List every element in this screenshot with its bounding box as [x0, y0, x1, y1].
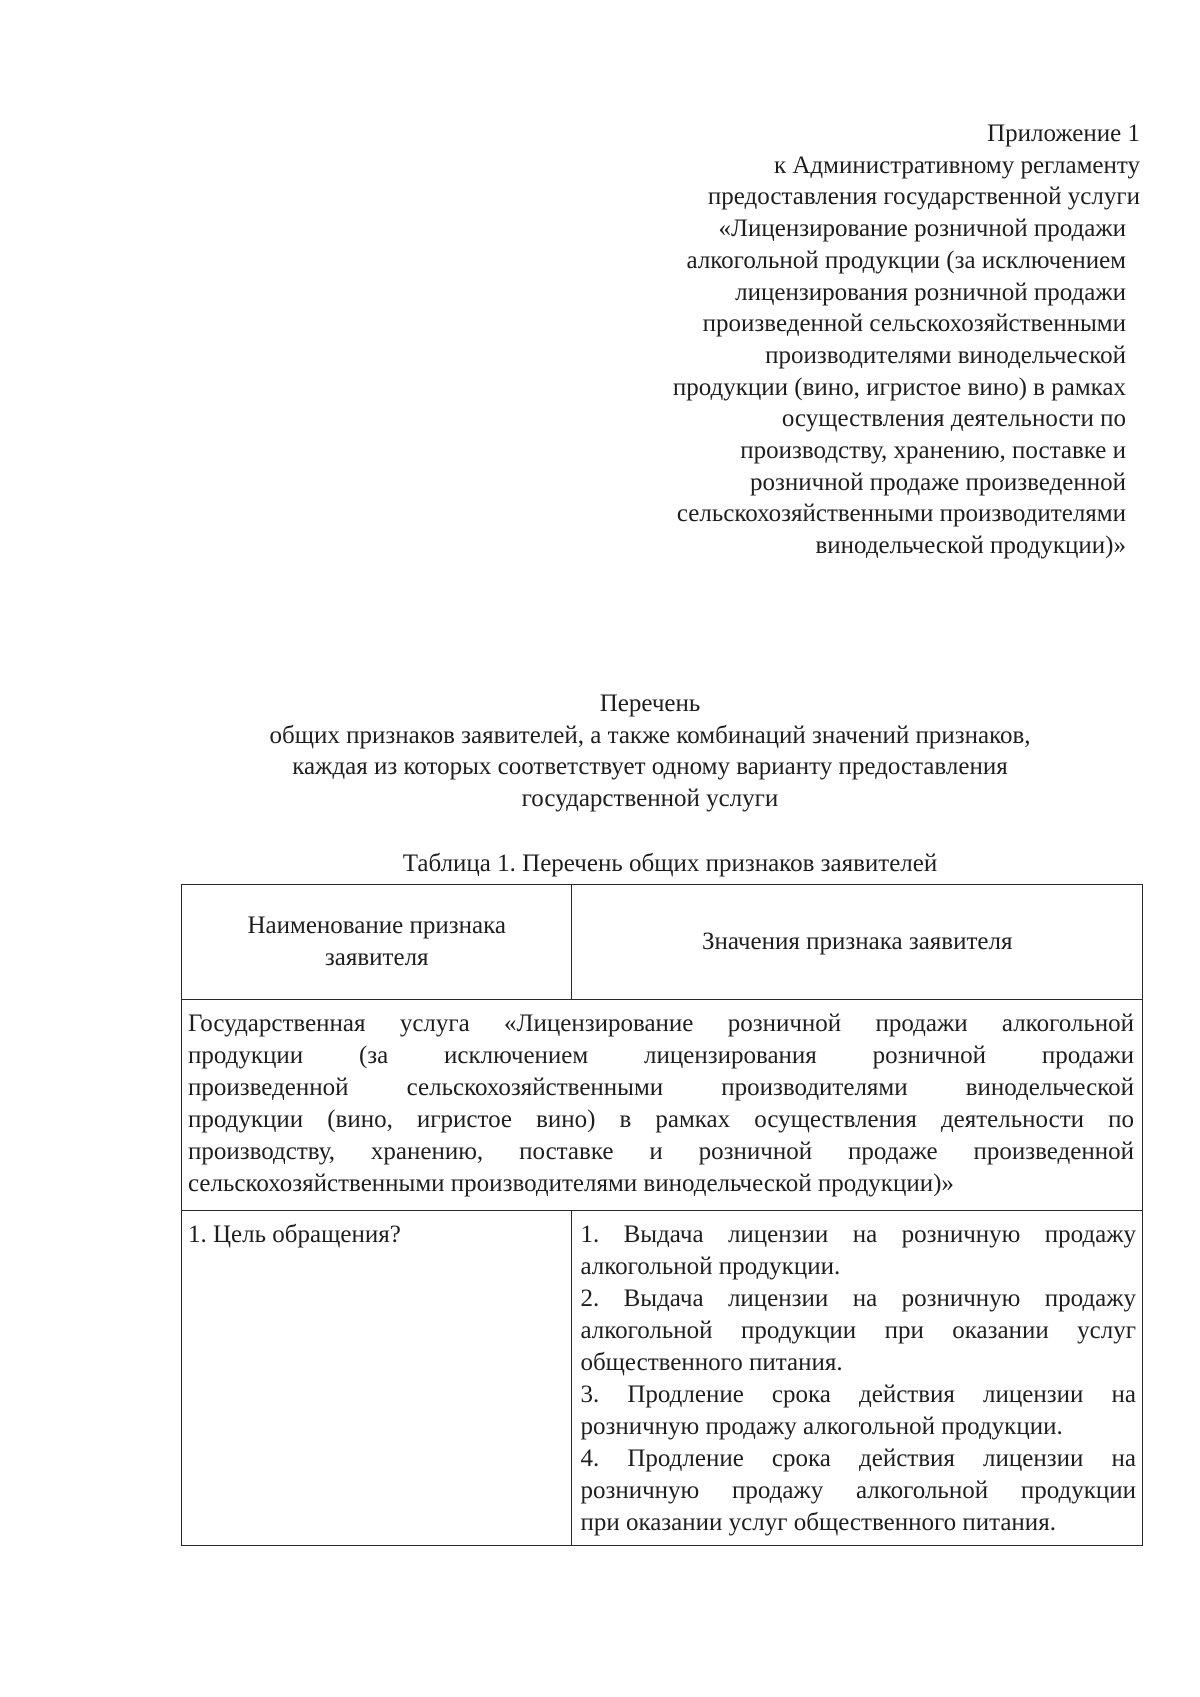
service-line: произведенной сельскохозяйственными производителями винодельческой — [188, 1074, 1134, 1101]
header-text: заявителя — [324, 944, 429, 971]
value-line: 4. Продление срока действия лицензии на — [580, 1445, 1136, 1472]
table-header-row — [182, 885, 1143, 1000]
value-line: розничную продажу алкогольной продукции — [580, 1477, 1136, 1504]
service-line: сельскохозяйственными производителями винодельческой продукции)» — [188, 1170, 954, 1197]
appendix-line: предоставления государственной услуги — [707, 183, 1140, 211]
service-row — [182, 1000, 1143, 1211]
applicant-features-table — [181, 884, 1143, 1546]
heading-line: каждая из которых соответствует одному варианту предоставления — [292, 753, 1008, 780]
appendix-line: к Административному регламенту — [773, 151, 1140, 179]
appendix-header — [560, 118, 1140, 562]
header-text: Наименование признака — [247, 912, 506, 939]
table-row — [182, 1211, 1143, 1546]
feature-values-cell — [572, 1211, 1143, 1546]
appendix-line: продукции (вино, игристое вино) в рамках — [672, 373, 1126, 401]
heading-line: государственной услуги — [521, 784, 779, 812]
header-feature-values: Значения признака заявителя — [572, 885, 1143, 1000]
header-feature-name — [182, 885, 572, 1000]
value-line: 3. Продление срока действия лицензии на — [580, 1381, 1136, 1408]
feature-value-item — [580, 1283, 1136, 1379]
appendix-line: винодельческой продукции)» — [815, 532, 1126, 560]
appendix-line: произведенной сельскохозяйственными — [702, 310, 1126, 338]
heading-title: Перечень — [599, 690, 701, 717]
value-line: 2. Выдача лицензии на розничную продажу — [580, 1285, 1136, 1312]
appendix-line: сельскохозяйственными производителями — [676, 500, 1126, 528]
appendix-line: производителями винодельческой — [765, 341, 1126, 369]
service-line: Государственная услуга «Лицензирование розничной продажи алкогольной — [188, 1010, 1134, 1037]
value-line: общественного питания. — [580, 1349, 843, 1376]
appendix-line: Приложение 1 — [987, 120, 1140, 147]
feature-value-item — [580, 1443, 1136, 1539]
heading-line: общих признаков заявителей, а также комбинаций значений признаков, — [269, 721, 1031, 749]
value-line: алкогольной продукции. — [580, 1253, 841, 1280]
appendix-line: лицензирования розничной продажи — [735, 278, 1126, 306]
table-caption: Таблица 1. Перечень общих признаков заявителей — [402, 850, 938, 877]
appendix-line: розничной продаже произведенной — [750, 468, 1126, 496]
service-description-cell — [182, 1000, 1143, 1211]
appendix-line: «Лицензирование розничной продажи — [718, 215, 1126, 243]
feature-value-item — [580, 1379, 1136, 1443]
appendix-line: осуществления деятельности по — [781, 405, 1126, 433]
value-line: при оказании услуг общественного питания. — [580, 1509, 1056, 1536]
feature-question-cell: 1. Цель обращения? — [182, 1211, 572, 1546]
appendix-line: производству, хранению, поставке и — [740, 437, 1126, 465]
service-line: производству, хранению, поставке и розничной продаже произведенной — [188, 1138, 1134, 1165]
feature-value-item — [580, 1219, 1136, 1283]
appendix-line: алкогольной продукции (за исключением — [686, 246, 1126, 274]
value-line: 1. Выдача лицензии на розничную продажу — [580, 1221, 1136, 1248]
service-line: продукции (за исключением лицензирования розничной продажи — [188, 1042, 1134, 1069]
service-line: продукции (вино, игристое вино) в рамках осуществления деятельности по — [188, 1106, 1134, 1133]
value-line: алкогольной продукции при оказании услуг — [580, 1317, 1136, 1344]
value-line: розничную продажу алкогольной продукции. — [580, 1413, 1063, 1440]
document-heading — [170, 688, 1130, 814]
